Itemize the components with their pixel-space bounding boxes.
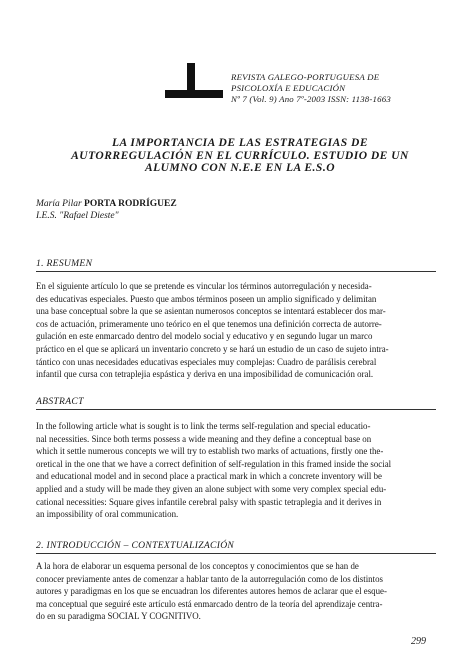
text-line: gulación en este enmarcado dentro del modelo social y educativo y en segundo lugar un marco <box>36 331 373 342</box>
text-line: una base conceptual sobre la que se asientan numerosos conceptos se intentará establecer dos mar- <box>36 306 386 317</box>
text-line: infantil que cursa con tetraplejia espástica y deriva en una imposibilidad de comunicación oral. <box>36 369 374 380</box>
text-line: A la hora de elaborar un esquema personal de los conceptos y conocimientos que se han de <box>36 561 359 571</box>
text-line: oretical in the one that we have a correct definition of self-regulation in this framed inside the social <box>36 458 392 469</box>
author-surnames: PORTA RODRÍGUEZ <box>84 199 177 209</box>
text-line: In the following article what is sought is to link the terms self-regulation and special educatio- <box>36 421 371 431</box>
journal-name-line: REVISTA GALEGO-PORTUGUESA DE <box>231 72 380 82</box>
abstract-heading: ABSTRACT <box>36 396 84 407</box>
page-number: 299 <box>411 636 426 647</box>
author-name <box>36 198 177 210</box>
journal-logo <box>165 63 223 99</box>
text-line: tántico con unas necesidades educativas especiales muy complejas: Cuadro de parálisis cerebral <box>36 356 377 367</box>
text-line: conocer previamente antes de comenzar a hablar tanto de la autorregulación como de los distintos <box>36 573 383 584</box>
article-title <box>40 137 440 175</box>
section-rule <box>36 271 436 272</box>
text-line: ma conceptual que seguiré este artículo está enmarcado dentro de la teoría del aprendizaje centra- <box>36 598 383 609</box>
text-line: autores y paradigmas en los que se encuadran los diferentes autores hemos de aclarar que el esque- <box>36 586 387 597</box>
section-rule <box>36 409 436 410</box>
resumen-heading: 1. RESUMEN <box>36 258 93 269</box>
text-line: which it settle numerous concepts we will try to establish two marks of actuations, firstly one the- <box>36 446 384 457</box>
resumen-paragraph <box>36 280 439 381</box>
title-line: ALUMNO CON N.E.E EN LA E.S.O <box>144 162 336 175</box>
text-line: and educational model and in second place a practical mark in which a concrete inventory will be <box>36 471 382 482</box>
text-line: cos de actuación, primeramente uno teórico en el que tenemos una definición correcta de autorre- <box>36 318 382 329</box>
journal-info <box>231 72 431 105</box>
text-line: an impossibility of oral communication. <box>36 509 179 520</box>
journal-name-line: PSICOLOXÍA E EDUCACIÓN <box>231 83 346 93</box>
text-line: applied and a study will be made they given an alone subject with some very complex special edu- <box>36 483 387 494</box>
title-line: AUTORREGULACIÓN EN EL CURRÍCULO. ESTUDIO DE UN <box>71 149 409 162</box>
author-first-names: María Pilar <box>36 199 82 209</box>
text-line: des educativas especiales. Puesto que ambos términos poseen un amplio significado y delimitan <box>36 293 377 304</box>
text-line: cational necessities: Square gives infantile cerebral palsy with spastic tetraplegia and it derives in <box>36 496 382 507</box>
abstract-paragraph <box>36 420 439 521</box>
author-block <box>36 198 177 222</box>
intro-paragraph <box>36 560 439 623</box>
journal-issue-line: Nº 7 (Vol. 9) Ano 7º-2003 ISSN: 1138-1663 <box>231 94 391 104</box>
logo-bar <box>165 90 223 98</box>
text-line: do en su paradigma SOCIAL Y COGNITIVO. <box>36 611 201 622</box>
text-line: En el siguiente artículo lo que se pretende es vincular los términos autorregulación y necesida- <box>36 281 372 291</box>
title-line: LA IMPORTANCIA DE LAS ESTRATEGIAS DE <box>111 137 369 149</box>
author-affiliation: I.E.S. "Rafael Dieste" <box>36 211 119 221</box>
text-line: nal necessities. Since both terms possess a wide meaning and they define a conceptual base on <box>36 433 372 444</box>
section-rule <box>36 553 436 554</box>
intro-heading: 2. INTRODUCCIÓN – CONTEXTUALIZACIÓN <box>36 540 235 551</box>
text-line: práctico en el que se aplicará un inventario concreto y se hará un estudio de un caso de sujeto intra- <box>36 343 389 354</box>
logo-stem <box>187 63 195 93</box>
